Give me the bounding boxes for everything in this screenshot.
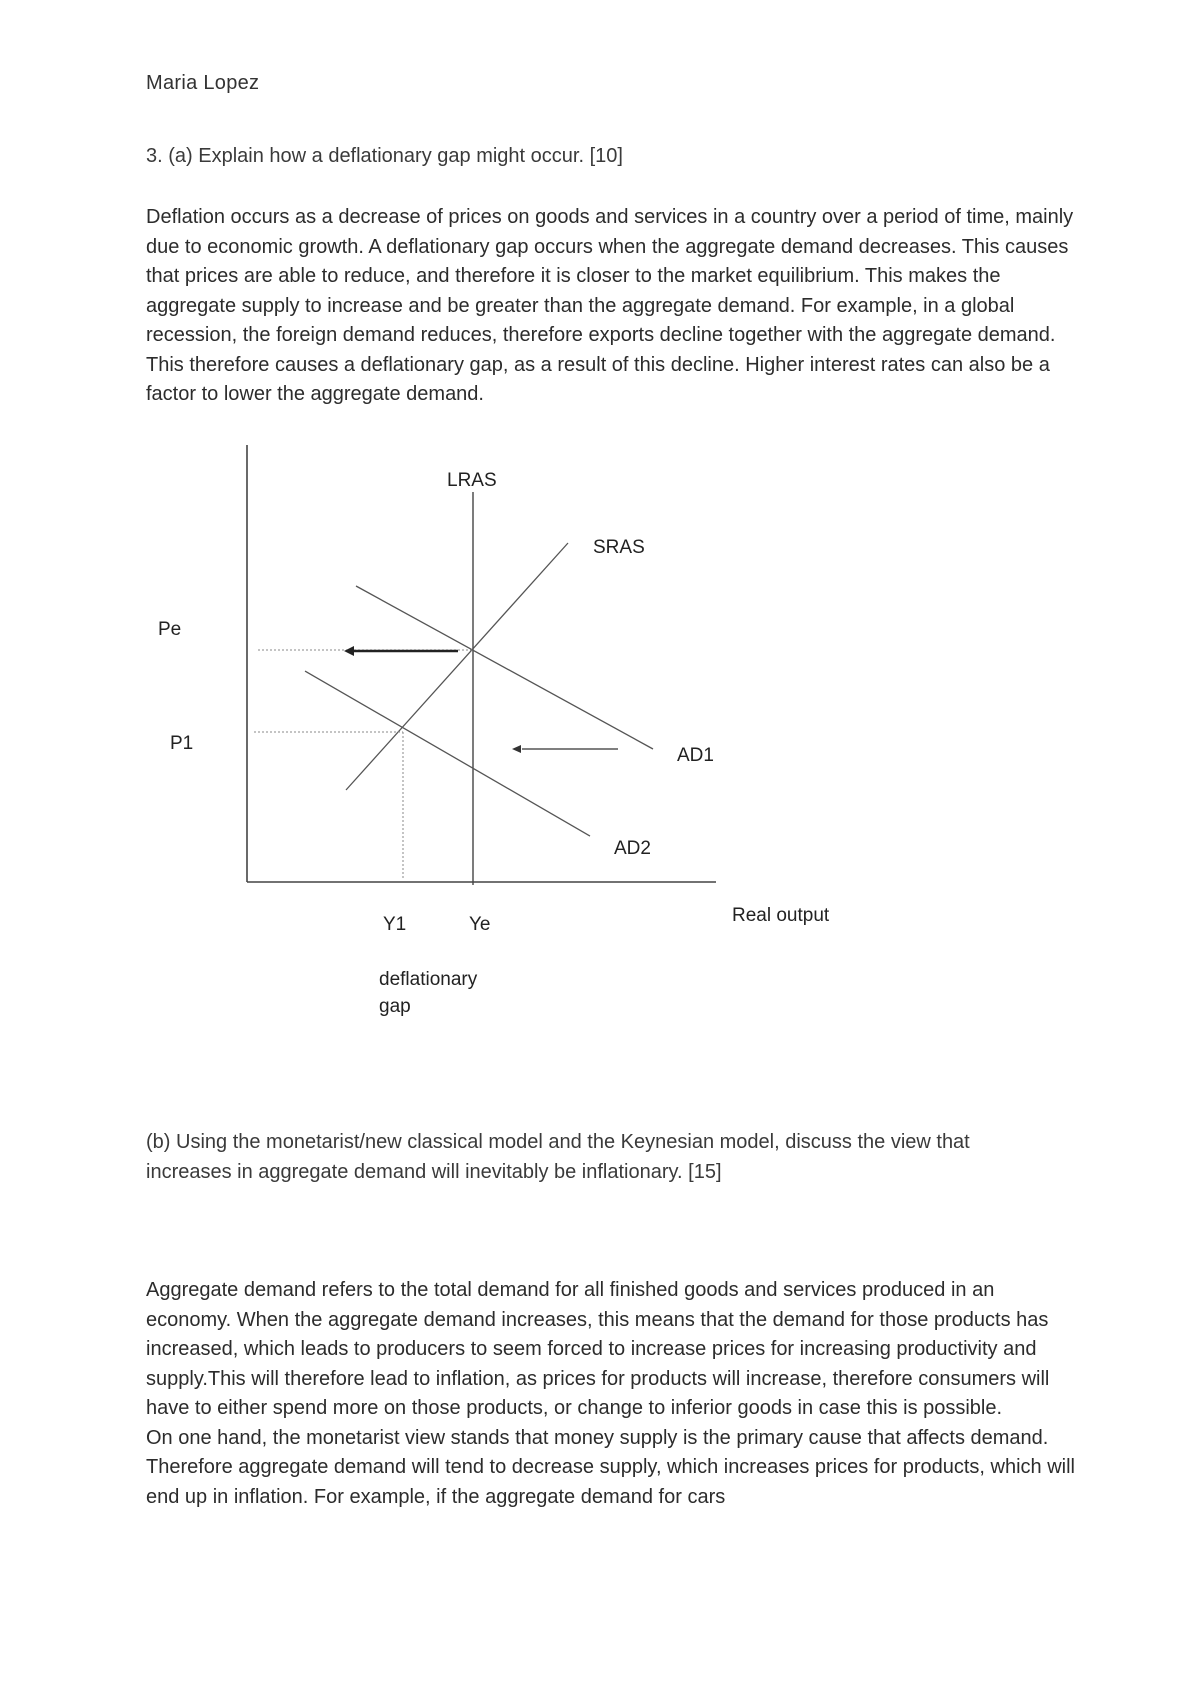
price-arrow-head	[344, 646, 354, 656]
pe-label: Pe	[158, 619, 182, 640]
ye-label: Ye	[469, 914, 491, 935]
question-b-heading-line1: (b) Using the monetarist/new classical model and the Keynesian model, discuss the view that	[146, 1131, 970, 1153]
answer-b-paragraph-1: Aggregate demand refers to the total demand for all finished goods and services produced in an economy. When the aggregate demand increases, this means that the demand for those products has increased, which leads to producers to seem forced to increase prices for increasing productivity and supply.This will therefore lead to inflation, as prices for products will increase, therefore consumers will have to either spend more on those products, or change to inferior goods in case this is possible.	[146, 1279, 1050, 1419]
gap-label-line1: deflationary	[379, 969, 478, 990]
gap-label-line2: gap	[379, 996, 411, 1017]
question-a-heading: 3. (a) Explain how a deflationary gap might occur. [10]	[146, 145, 623, 167]
ad1-line	[356, 586, 653, 749]
ad2-label: AD2	[614, 838, 651, 859]
sras-label: SRAS	[593, 537, 645, 558]
question-b-answer	[146, 1276, 1076, 1512]
ad2-line	[305, 671, 590, 836]
author-name: Maria Lopez	[146, 72, 260, 94]
x-axis-label: Real output	[732, 905, 830, 926]
question-b-heading-line2: increases in aggregate demand will inevitably be inflationary. [15]	[146, 1160, 722, 1183]
ad-shift-arrow-head	[512, 745, 521, 753]
p1-label: P1	[170, 733, 194, 754]
ad1-label: AD1	[677, 745, 714, 766]
lras-label: LRAS	[447, 470, 497, 491]
question-a-answer	[146, 203, 1076, 410]
y1-label: Y1	[383, 914, 407, 935]
answer-a-paragraph: Deflation occurs as a decrease of prices on goods and services in a country over a period of time, mainly due to economic growth. A deflationary gap occurs when the aggregate demand decreases. This causes that prices are able to reduce, and therefore it is closer to the market equilibrium. This makes the aggregate supply to increase and be greater than the aggregate demand. For example, in a global recession, the foreign demand reduces, therefore exports decline together with the aggregate demand. This therefore causes a deflationary gap, as a result of this decline. Higher interest rates can also be a factor to lower the aggregate demand.	[146, 206, 1074, 405]
question-b-heading	[146, 1128, 1076, 1187]
answer-b-paragraph-2: On one hand, the monetarist view stands that money supply is the primary cause that affects demand. Therefore aggregate demand will tend to decrease supply, which increases prices for products, which will end up in inflation. For example, if the aggregate demand for cars	[146, 1426, 1075, 1508]
sras-line	[346, 543, 568, 790]
